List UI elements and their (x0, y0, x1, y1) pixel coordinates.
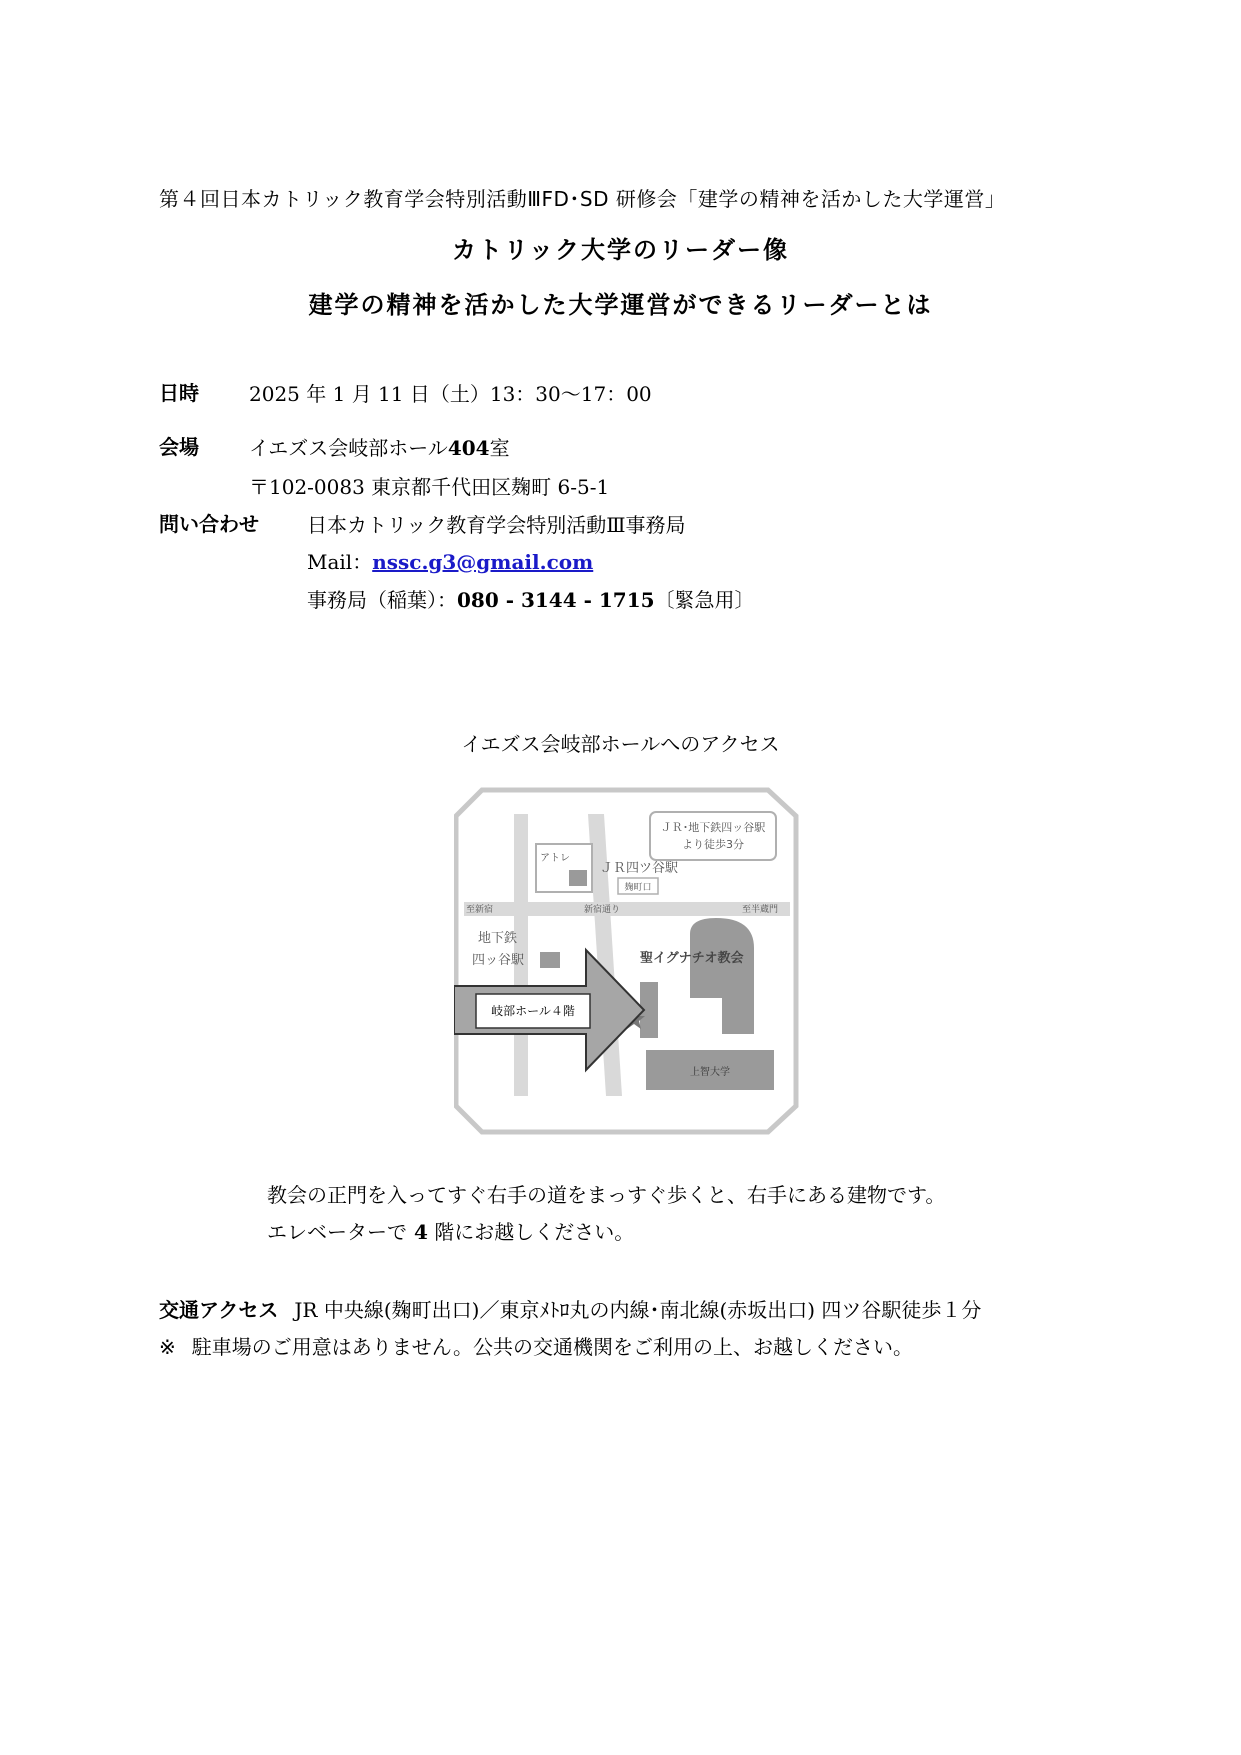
map-station-note-line1: ＪＲ･地下鉄四ッ谷駅 (660, 821, 766, 834)
access-map-graphic (454, 786, 800, 1136)
map-to-hanzomon: 至半蔵門 (742, 905, 779, 915)
map-subway-line2: 四ッ谷駅 (472, 953, 525, 968)
map-atre-label: アトレ (540, 853, 570, 864)
transport-value: JR 中央線(麹町出口)／東京ﾒﾄﾛ丸の内線･南北線(赤坂出口) 四ツ谷駅徒歩１分 (294, 1298, 982, 1322)
phone-number: 080 - 3144 - 1715 (457, 588, 655, 612)
map-atre-square (569, 870, 587, 886)
venue-room: 404 (447, 436, 490, 460)
directions-line2 (267, 1216, 634, 1245)
transport-note (159, 1331, 913, 1360)
directions-line2-pre: エレベーターで (267, 1220, 407, 1244)
datetime-label: 日時 (159, 381, 199, 405)
map-to-shinjuku: 至新宿 (466, 905, 494, 915)
transport-note-mark: ※ (159, 1335, 176, 1359)
map-hall-label: 岐部ホール４階 (491, 1004, 575, 1018)
map-subway-square (540, 952, 560, 968)
mail-link[interactable]: nssc.g3@gmail.com (372, 550, 594, 574)
venue-address: 〒102-0083 東京都千代田区麹町 6-5-1 (249, 475, 610, 499)
directions-line1: 教会の正門を入ってすぐ右手の道をまっすぐ歩くと、右手にある建物です。 (267, 1183, 946, 1207)
map-kojimachi-exit: 麹町口 (624, 883, 652, 893)
title-main: カトリック大学のリーダー像 (451, 236, 790, 264)
map-station-note-box (650, 812, 776, 860)
map-jr-station: ＪＲ四ツ谷駅 (600, 861, 679, 876)
title-sub: 建学の精神を活かした大学運営ができるリーダーとは (308, 291, 933, 319)
phone-line (307, 584, 755, 613)
directions-line2-post: 階にお越しください。 (434, 1220, 635, 1244)
access-map (454, 786, 800, 1136)
venue-label: 会場 (159, 435, 199, 459)
venue-line (249, 432, 510, 461)
map-subway-line1: 地下鉄 (478, 931, 518, 946)
contact-org: 日本カトリック教育学会特別活動Ⅲ事務局 (307, 513, 686, 537)
map-university-label: 上智大学 (690, 1067, 730, 1078)
phone-note: 〔緊急用〕 (654, 588, 755, 612)
mail-prefix: Mail： (307, 550, 373, 574)
map-church-label: 聖イグナチオ教会 (640, 951, 744, 966)
transport-line (159, 1294, 981, 1323)
mail-line (307, 546, 593, 575)
venue-room-suffix: 室 (489, 436, 510, 460)
venue-name: イエズス会岐部ホール (249, 436, 448, 460)
map-shinjuku-dori: 新宿通り (584, 905, 621, 915)
event-line: 第４回日本カトリック教育学会特別活動ⅢFD･SD 研修会「建学の精神を活かした大学運営」 (159, 187, 1006, 211)
directions-line2-num: 4 (413, 1220, 428, 1244)
contact-label: 問い合わせ (159, 512, 259, 536)
phone-prefix: 事務局（稲葉）： (307, 588, 457, 612)
access-heading: イエズス会岐部ホールへのアクセス (461, 732, 780, 756)
transport-note-text: 駐車場のご用意はありません。公共の交通機関をご利用の上、お越しください。 (191, 1335, 913, 1359)
map-station-note-line2: より徒歩3分 (682, 838, 744, 851)
transport-label: 交通アクセス (159, 1298, 279, 1322)
datetime-value: 2025 年 1 月 11 日（土）13：30〜17：00 (249, 382, 652, 406)
